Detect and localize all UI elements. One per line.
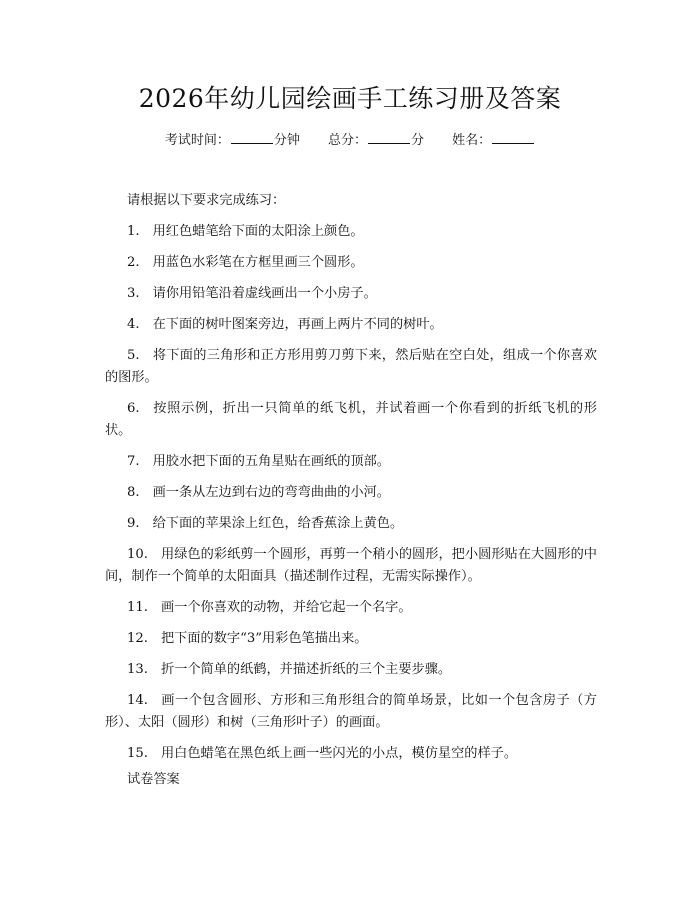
question-text: 画一条从左边到右边的弯弯曲曲的小河。 (152, 485, 390, 500)
total-score-unit: 分 (411, 133, 425, 148)
question-number: 4. (127, 317, 140, 332)
question-number: 9. (127, 516, 140, 531)
question-number: 5. (127, 348, 140, 363)
question-text: 用白色蜡笔在黑色纸上画一些闪光的小点，模仿星空的样子。 (160, 746, 518, 761)
question-text: 给下面的苹果涂上红色，给香蕉涂上黄色。 (152, 516, 404, 531)
exam-time-label: 考试时间： (164, 133, 230, 148)
student-name-field (452, 131, 535, 151)
question-item (105, 597, 597, 619)
student-name-blank[interactable] (492, 131, 534, 144)
question-text: 折一个简单的纸鹤，并描述折纸的三个主要步骤。 (160, 662, 452, 677)
total-score-blank[interactable] (368, 131, 410, 144)
question-item (105, 628, 597, 650)
question-number: 14. (127, 693, 148, 708)
question-number: 7. (127, 454, 140, 469)
exam-meta (0, 131, 700, 151)
question-text: 用绿色的彩纸剪一个圆形，再剪一个稍小的圆形，把小圆形贴在大圆形的中间，制作一个简单的太阳面具（描述制作过程，无需实际操作）。 (105, 547, 597, 584)
question-item (105, 283, 597, 305)
question-text: 画一个你喜欢的动物，并给它起一个名字。 (160, 600, 412, 615)
document-title: 2026年幼儿园绘画手工练习册及答案 (138, 84, 562, 113)
question-number: 13. (127, 662, 148, 677)
question-text: 将下面的三角形和正方形用剪刀剪下来，然后贴在空白处，组成一个你喜欢的图形。 (105, 348, 597, 385)
question-number: 2. (127, 255, 140, 270)
question-text: 用胶水把下面的五角星贴在画纸的顶部。 (152, 454, 390, 469)
question-number: 8. (127, 485, 140, 500)
question-number: 15. (127, 746, 148, 761)
exam-time-blank[interactable] (231, 131, 273, 144)
question-item (105, 482, 597, 504)
question-item (105, 398, 597, 442)
question-list (105, 221, 597, 765)
question-item (105, 345, 597, 389)
question-number: 3. (127, 286, 140, 301)
total-score-field (328, 131, 424, 151)
instructions-intro: 请根据以下要求完成练习： (127, 193, 286, 208)
question-number: 11. (127, 600, 148, 615)
document-body (105, 190, 597, 791)
question-item (105, 513, 597, 535)
question-number: 1. (127, 224, 140, 239)
question-item (105, 252, 597, 274)
question-text: 用蓝色水彩笔在方框里画三个圆形。 (152, 255, 364, 270)
question-item (105, 659, 597, 681)
question-text: 按照示例，折出一只简单的纸飞机，并试着画一个你看到的折纸飞机的形状。 (105, 401, 597, 438)
question-item (105, 314, 597, 336)
answer-heading: 试卷答案 (127, 772, 180, 787)
question-item (105, 743, 597, 765)
question-number: 6. (127, 401, 140, 416)
student-name-label: 姓名： (452, 133, 492, 148)
question-item (105, 690, 597, 734)
question-number: 12. (127, 631, 148, 646)
question-text: 在下面的树叶图案旁边，再画上两片不同的树叶。 (152, 317, 443, 332)
question-item (105, 451, 597, 473)
question-item (105, 544, 597, 588)
question-number: 10. (127, 547, 148, 562)
question-text: 画一个包含圆形、方形和三角形组合的简单场景，比如一个包含房子（方形）、太阳（圆形）和树（三角形叶子）的画面。 (105, 693, 597, 730)
question-text: 请你用铅笔沿着虚线画出一个小房子。 (152, 286, 377, 301)
question-text: 把下面的数字“3”用彩色笔描出来。 (160, 631, 368, 646)
question-text: 用红色蜡笔给下面的太阳涂上颜色。 (152, 224, 364, 239)
question-item (105, 221, 597, 243)
total-score-label: 总分： (327, 133, 367, 148)
exam-time-field (165, 131, 300, 151)
exam-time-unit: 分钟 (273, 133, 300, 148)
